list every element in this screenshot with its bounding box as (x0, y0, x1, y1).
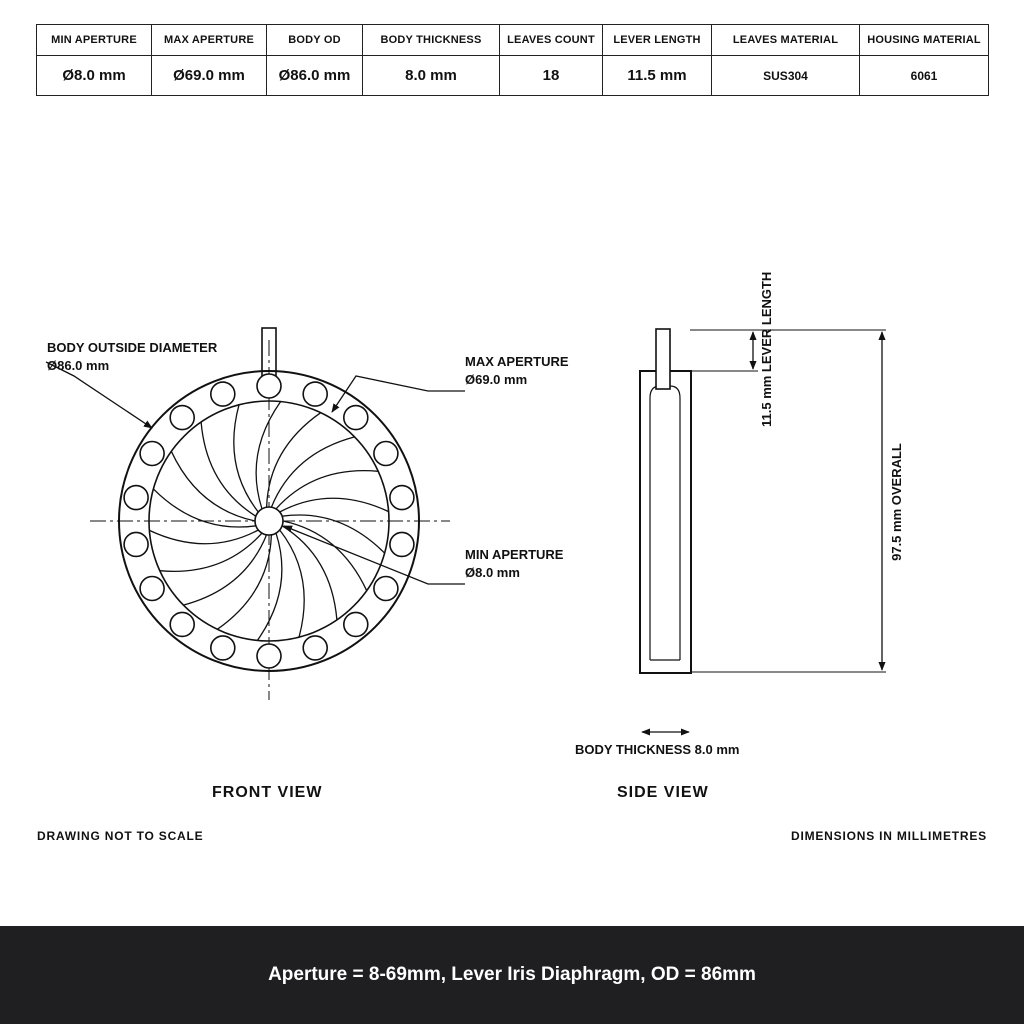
housing-pin (303, 382, 327, 406)
housing-pin (140, 577, 164, 601)
housing-pin (140, 442, 164, 466)
footer-caption: Aperture = 8-69mm, Lever Iris Diaphragm, OD = 86mm (268, 964, 756, 985)
housing-pin (344, 406, 368, 430)
iris-leaf (149, 530, 258, 544)
housing-pin (211, 636, 235, 660)
front-view-drawing (46, 328, 465, 700)
housing-pin (344, 612, 368, 636)
min-aperture-circle (255, 507, 283, 535)
housing-pin (390, 532, 414, 556)
header-leaves-count: LEAVES COUNT (500, 25, 603, 56)
header-min-aperture: MIN APERTURE (37, 25, 152, 56)
header-lever-length: LEVER LENGTH (603, 25, 712, 56)
label-body-od-value: Ø86.0 mm (47, 358, 110, 373)
label-min-aperture (465, 546, 563, 582)
value-min-aperture: Ø8.0 mm (37, 56, 152, 96)
iris-leaf (234, 405, 259, 512)
housing-pin (257, 374, 281, 398)
leader-min-aperture (284, 526, 465, 584)
header-housing-material: HOUSING MATERIAL (860, 25, 989, 56)
side-lever (656, 329, 670, 389)
front-view-title: FRONT VIEW (212, 784, 323, 801)
note-not-to-scale: DRAWING NOT TO SCALE (37, 829, 204, 843)
footer-bar (0, 926, 1024, 1024)
header-body-od: BODY OD (267, 25, 363, 56)
housing-pin (124, 532, 148, 556)
label-max-aperture-value: Ø69.0 mm (465, 372, 528, 387)
label-max-aperture-title: MAX APERTURE (465, 354, 569, 369)
iris-leaf (280, 498, 389, 512)
housing-pin (374, 442, 398, 466)
header-body-thickness: BODY THICKNESS (363, 25, 500, 56)
label-min-aperture-title: MIN APERTURE (465, 547, 564, 562)
value-leaves-material: SUS304 (712, 56, 860, 96)
iris-leaf (276, 471, 378, 509)
label-lever-length: 11.5 mm LEVER LENGTH (759, 271, 774, 427)
value-leaves-count: 18 (500, 56, 603, 96)
value-max-aperture: Ø69.0 mm (152, 56, 267, 96)
label-min-aperture-value: Ø8.0 mm (465, 565, 520, 580)
label-body-od (47, 339, 217, 375)
label-body-thickness: BODY THICKNESS 8.0 mm (575, 742, 740, 757)
housing-pin (170, 406, 194, 430)
iris-leaf (201, 422, 256, 516)
label-overall: 97.5 mm OVERALL (889, 443, 904, 561)
housing-pin (374, 577, 398, 601)
housing-pin (124, 486, 148, 510)
iris-leaf (160, 533, 262, 571)
side-body (640, 371, 691, 673)
housing-pin (211, 382, 235, 406)
side-view-title: SIDE VIEW (617, 784, 709, 801)
value-body-thickness: 8.0 mm (363, 56, 500, 96)
value-housing-material: 6061 (860, 56, 989, 96)
housing-pin (257, 644, 281, 668)
iris-leaf (282, 526, 337, 620)
value-lever-length: 11.5 mm (603, 56, 712, 96)
housing-pin (170, 612, 194, 636)
label-body-od-title: BODY OUTSIDE DIAMETER (47, 340, 218, 355)
note-dimensions-units: DIMENSIONS IN MILLIMETRES (790, 829, 987, 843)
header-max-aperture: MAX APERTURE (152, 25, 267, 56)
housing-pin (303, 636, 327, 660)
value-body-od: Ø86.0 mm (267, 56, 363, 96)
header-leaves-material: LEAVES MATERIAL (712, 25, 860, 56)
iris-leaf (280, 530, 305, 637)
label-max-aperture (465, 353, 569, 389)
housing-pin (390, 486, 414, 510)
